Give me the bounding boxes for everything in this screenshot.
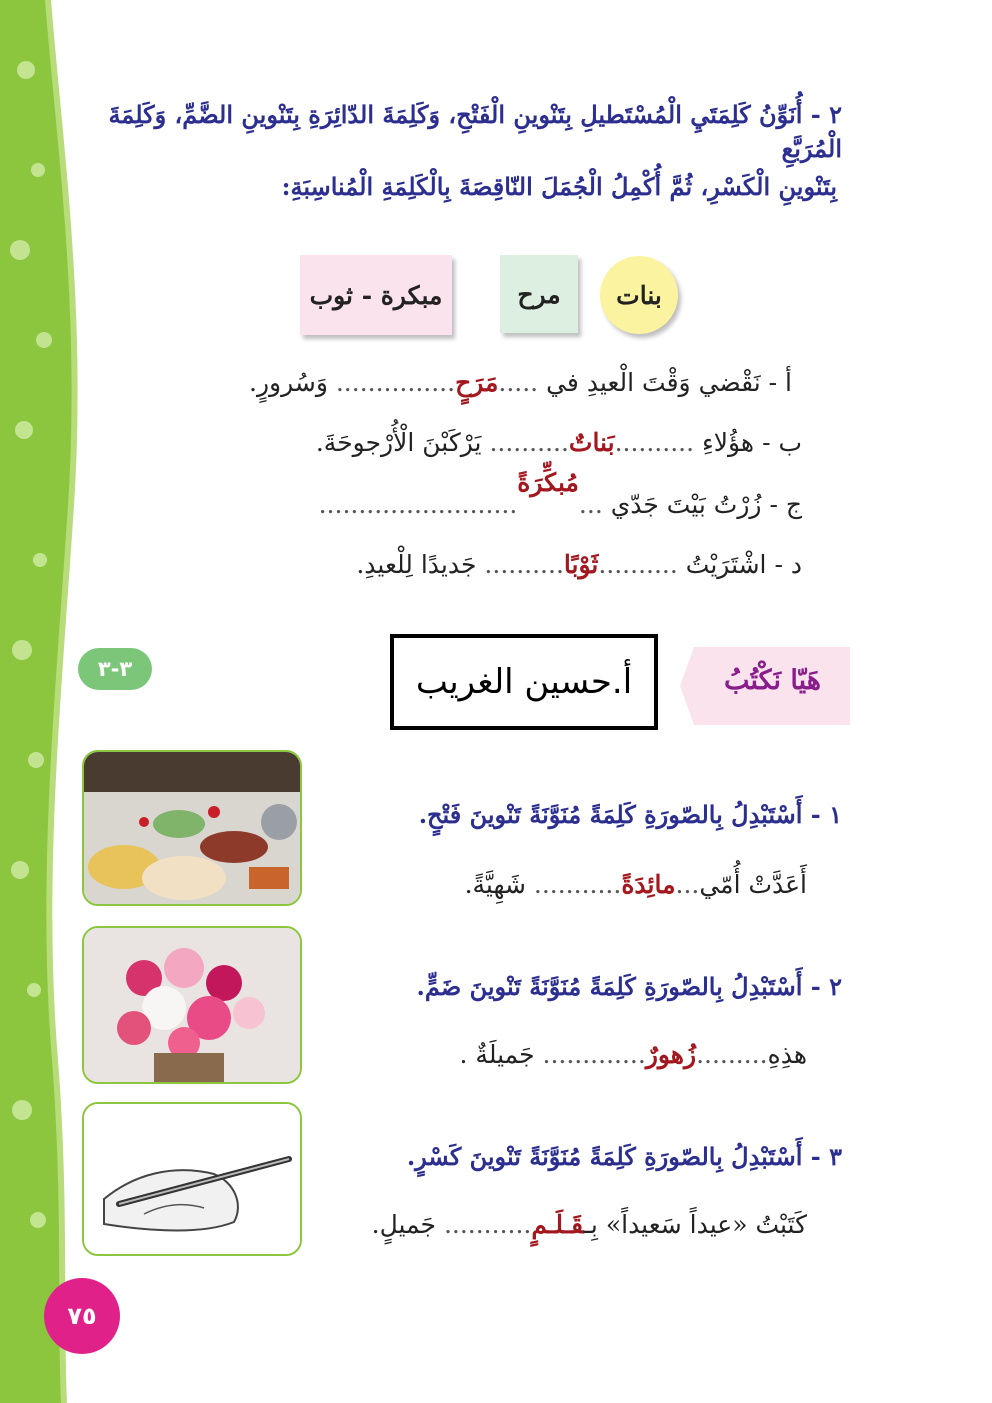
sentence-before: كَتَبْتُ «عيداً سَعيداً» بِـ xyxy=(583,1210,807,1239)
sentence-before: هؤُلاءِ xyxy=(701,428,755,457)
sentence-d xyxy=(182,550,802,579)
lesson-badge xyxy=(78,648,152,690)
answer-text: ثَوْبًا xyxy=(563,550,599,579)
sentence-after: شَهِيَّةً. xyxy=(464,870,526,899)
blank-dots: .......... xyxy=(598,550,678,579)
exercise-2-instruction-line1: ٢ - أُنَوِّنُ كَلِمَتَيِ الْمُسْتَطيلِ بِتَنْوينِ الْفَتْحِ، وَكَلِمَةَ الدّائِرَةِ بِتَنْوينِ الضَّمِّ، وَكَلِمَةَ الْمُرَبَّعِ xyxy=(108,100,842,163)
answer-text: بَناتٌ xyxy=(568,428,615,457)
blank-dots: .......... xyxy=(614,428,695,457)
blank-dots: .......... xyxy=(484,550,564,579)
word-square-text: مرح xyxy=(517,279,561,309)
answer-text: زُهورٌ xyxy=(645,1040,697,1069)
writing-exercise-1-instruction: ١ - أَسْتَبْدِلُ بِالصّورَةِ كَلِمَةً مُنَوَّنَةً تَنْوينَ فَتْحٍ. xyxy=(418,800,842,829)
blank-dots: ............. xyxy=(542,1040,646,1069)
hand-pen-photo xyxy=(82,1102,302,1256)
answer-text: قَـلَـمٍ xyxy=(531,1210,584,1239)
writing-exercise-3-sentence xyxy=(287,1210,807,1239)
sentence-letter: ج - xyxy=(769,490,802,519)
word-circle-card xyxy=(600,256,678,334)
sentence-c xyxy=(182,468,802,519)
page-number: ٧٥ xyxy=(67,1302,97,1330)
writing-exercise-2-instruction: ٢ - أَسْتَبْدِلُ بِالصّورَةِ كَلِمَةً مُنَوَّنَةً تَنْوينَ ضَمٍّ. xyxy=(416,972,842,1001)
word-rectangle-text: مبكرة - ثوب xyxy=(309,280,443,310)
teacher-name: أ.حسين الغريب xyxy=(415,662,633,702)
blank-dots: ........... xyxy=(533,870,622,899)
blank-dots: ............... xyxy=(335,368,456,397)
sentence-a xyxy=(192,368,792,397)
writing-exercise-1-sentence xyxy=(287,870,807,899)
food-table-image xyxy=(84,752,300,904)
sentence-after: جَديدًا لِلْعيدِ. xyxy=(356,550,477,579)
blank-dots: ......... xyxy=(696,1040,768,1069)
sentence-before: أَعَدَّتْ أُمّي xyxy=(699,870,807,899)
sentence-after: جَميلٍ. xyxy=(371,1210,436,1239)
blank-dots: ... xyxy=(578,490,603,519)
food-table-photo xyxy=(82,750,302,906)
word-rectangle-card xyxy=(300,255,452,335)
sentence-before: اشْتَرَيْتُ xyxy=(685,550,767,579)
lesson-badge-text: ٣-٣ xyxy=(97,657,133,681)
sentence-before: نَقْضي وَقْتَ الْعيدِ في xyxy=(546,368,761,397)
blank-dots: ..... xyxy=(498,368,539,397)
section-heading: هَيّا نَكْتُبُ xyxy=(723,665,822,696)
section-heading-ribbon xyxy=(680,647,850,725)
sentence-letter: ب - xyxy=(762,428,802,457)
blank-dots: ... xyxy=(675,870,700,899)
blank-dots: ......................... xyxy=(318,490,518,519)
hand-pen-image xyxy=(84,1104,300,1254)
word-square-card xyxy=(500,255,578,333)
word-circle-text: بنات xyxy=(616,280,662,310)
flowers-image xyxy=(84,928,300,1082)
sentence-before: هذِهِ xyxy=(767,1040,807,1069)
sentence-after: وَسُرورٍ. xyxy=(249,368,328,397)
answer-text: مائِدَةً xyxy=(621,870,676,899)
sentence-after: يَرْكَبْنَ الْأُرْجوحَةَ. xyxy=(315,428,482,457)
writing-exercise-3-instruction: ٣ - أَسْتَبْدِلُ بِالصّورَةِ كَلِمَةً مُنَوَّنَةً تَنْوينَ كَسْرٍ. xyxy=(406,1142,842,1171)
sentence-letter: أ - xyxy=(768,368,792,397)
answer-text: مَرَحٍ xyxy=(455,368,499,397)
sentence-b xyxy=(182,428,802,457)
blank-dots: .......... xyxy=(489,428,569,457)
sentence-letter: د - xyxy=(774,550,802,579)
flowers-photo xyxy=(82,926,302,1084)
answer-text: مُبكِّرَةً xyxy=(517,468,579,497)
exercise-2-instruction-line2: بِتَنْوينِ الْكَسْرِ، ثُمَّ أُكْمِلُ الْجُمَلَ النّاقِصَةَ بِالْكَلِمَةِ الْمُناسِبَةِ: xyxy=(281,172,837,201)
page-number-badge xyxy=(44,1278,120,1354)
blank-dots: ........... xyxy=(443,1210,532,1239)
teacher-name-box xyxy=(390,634,658,730)
writing-exercise-2-sentence xyxy=(287,1040,807,1069)
sentence-before: زُرْتُ بَيْتَ جَدّي xyxy=(610,490,762,519)
sentence-after: جَميلَةٌ . xyxy=(459,1040,535,1069)
